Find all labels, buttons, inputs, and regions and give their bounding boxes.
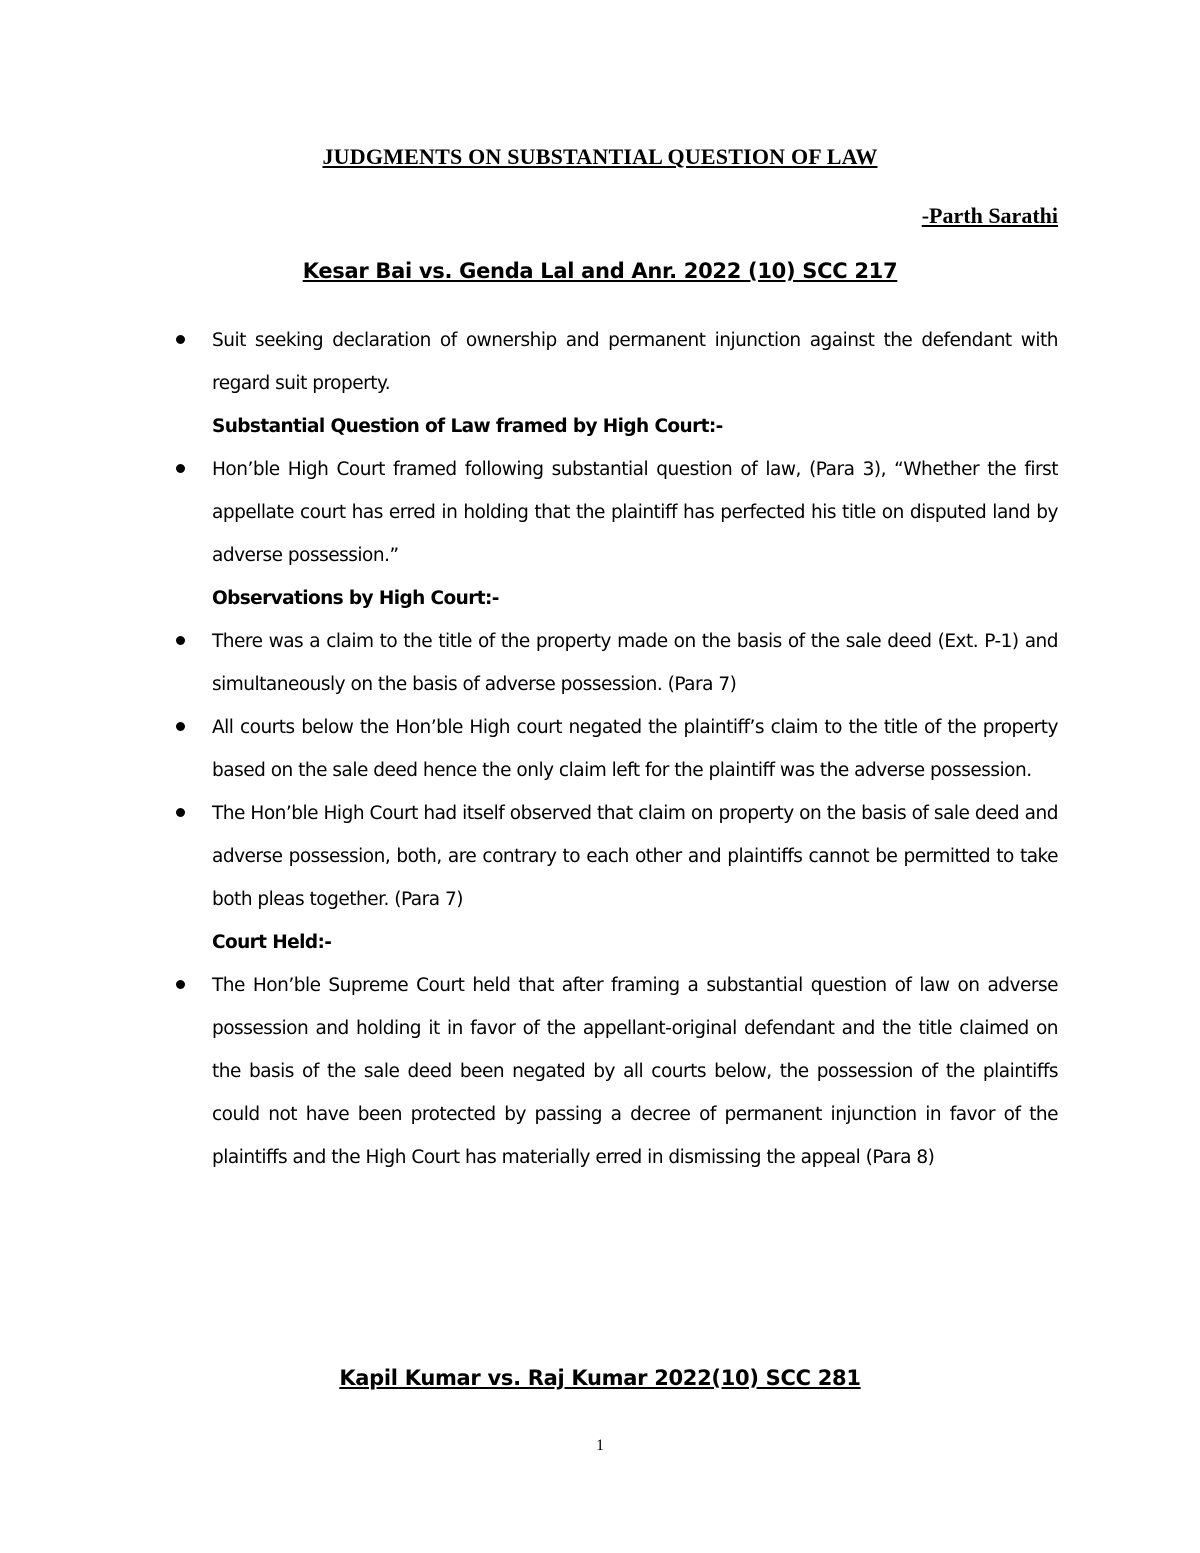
bullet-contrary-pleas: The Hon’ble High Court had itself observed that claim on property on the basis of sale deed and adverse possession, both, are contrary to each other and plaintiffs cannot be permitted to take both pleas together. (Para 7) xyxy=(212,792,1058,921)
subheading-observations: Observations by High Court:- xyxy=(212,588,499,609)
bullet-supreme-court-held: The Hon’ble Supreme Court held that after framing a substantial question of law on adverse possession and holding it in favor of the appellant-original defendant and the title claimed on the basis of the sale deed been negated by all courts below, the possession of the plaintiffs could not have been protected by passing a decree of permanent injunction in favor of the plaintiffs and the High Court has materially erred in dismissing the appeal (Para 8) xyxy=(212,964,1058,1179)
bullet-question-framed: Hon’ble High Court framed following substantial question of law, (Para 3), “Whether the first appellate court has erred in holding that the plaintiff has perfected his title on disputed land by adverse possession.” xyxy=(212,448,1058,577)
document-title: JUDGMENTS ON SUBSTANTIAL QUESTION OF LAW xyxy=(322,144,878,169)
bullet-courts-below: All courts below the Hon’ble High court negated the plaintiff’s claim to the title of the property based on the sale deed hence the only claim left for the plaintiff was the adverse possession. xyxy=(212,706,1058,792)
case-heading-kapil-kumar: Kapil Kumar vs. Raj Kumar 2022(10) SCC 281 xyxy=(339,1366,861,1390)
subheading-court-held: Court Held:- xyxy=(212,932,332,953)
case-body-kesar-bai xyxy=(212,319,1058,1179)
bullet-claim-to-title: There was a claim to the title of the property made on the basis of the sale deed (Ext. P-1) and simultaneously on the basis of adverse possession. (Para 7) xyxy=(212,620,1058,706)
author-name: -Parth Sarathi xyxy=(921,203,1058,228)
page-number: 1 xyxy=(596,1437,604,1454)
case-heading-kesar-bai: Kesar Bai vs. Genda Lal and Anr. 2022 (10) SCC 217 xyxy=(302,259,898,283)
bullet-suit-description: Suit seeking declaration of ownership and permanent injunction against the defendant with regard suit property. xyxy=(212,319,1058,405)
subheading-substantial-question: Substantial Question of Law framed by High Court:- xyxy=(212,416,723,437)
